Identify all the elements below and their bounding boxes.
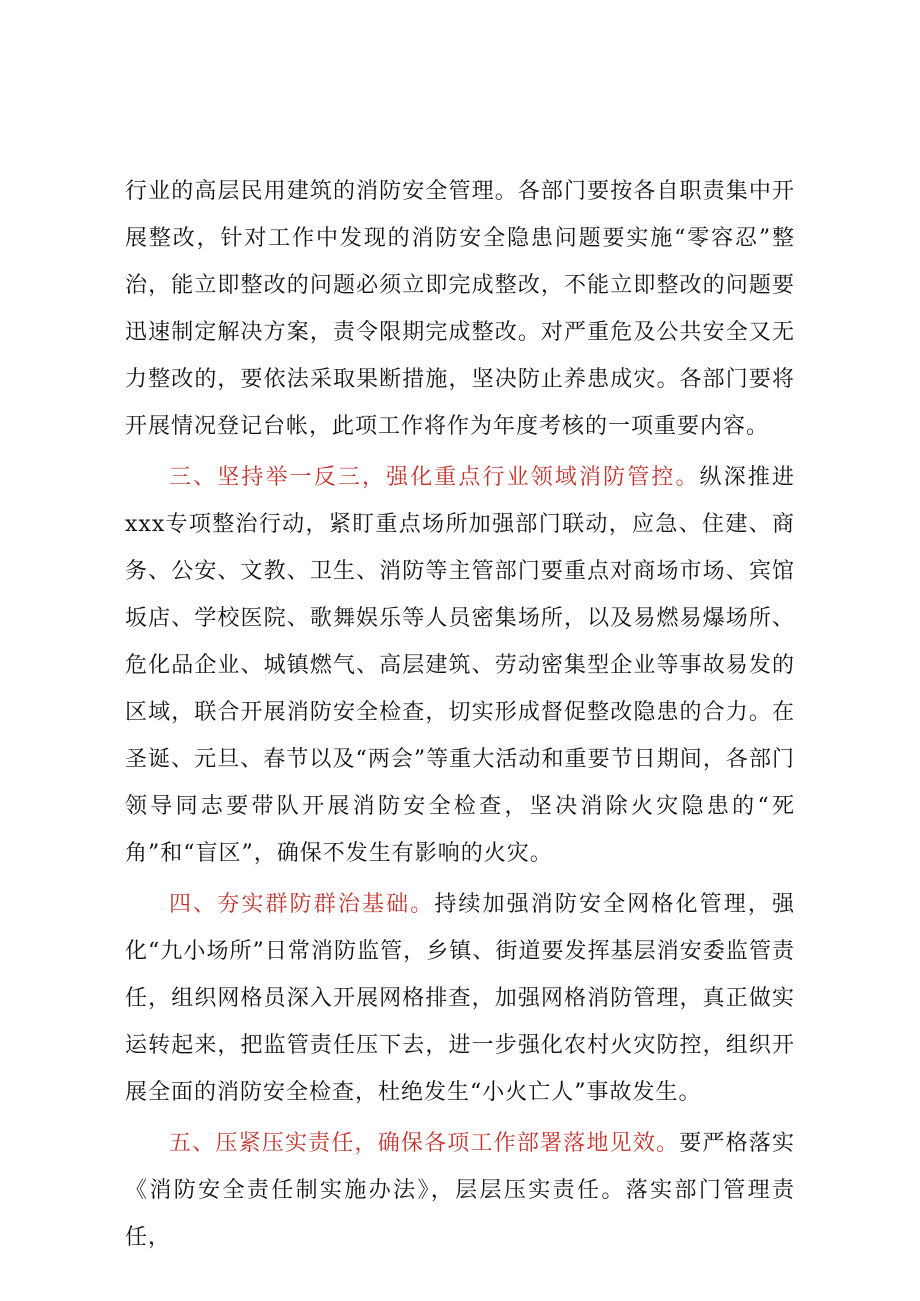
paragraph-text: 持续加强消防安全网格化管理，强化“九小场所”日常消防监管，乡镇、街道要发挥基层消安委监管责任，组织网格员深入开展网格排查，加强网格消防管理，真正做实运转起来，把监管责任压下去，进一步强化农村火灾防控，组织开展全面的消防安全检查，杜绝发生“小火亡人”事故发生。 [125,892,795,1105]
section-heading-4: 四、夯实群防群治基础。 [169,892,435,917]
paragraph-section-4 [125,881,795,1116]
paragraph-section-5 [125,1120,795,1261]
paragraph-text: 行业的高层民用建筑的消防安全管理。各部门要按各自职责集中开展整改，针对工作中发现的消防安全隐患问题要实施“零容忍”整治，能立即整改的问题必须立即完成整改，不能立即整改的问题要迅速制定解决方案，责令限期完成整改。对严重危及公共安全又无力整改的，要依法采取果断措施，坚决防止养患成灾。各部门要将开展情况登记台帐，此项工作将作为年度考核的一项重要内容。 [125,179,795,439]
section-heading-5: 五、压紧压实责任，确保各项工作部署落地见效。 [169,1131,680,1156]
document-body [125,168,795,1261]
paragraph-text: 纵深推进xxx专项整治行动，紧盯重点场所加强部门联动，应急、住建、商务、公安、文教、卫生、消防等主管部门要重点对商场市场、宾馆坂店、学校医院、歌舞娱乐等人员密集场所，以及易燃易爆场所、危化品企业、城镇燃气、高层建筑、劳动密集型企业等事故易发的区域，联合开展消防安全检查，切实形成督促整改隐患的合力。在圣诞、元旦、春节以及“两会”等重大活动和重要节日期间，各部门领导同志要带队开展消防安全检查，坚决消除火灾隐患的“死角”和“盲区”，确保不发生有影响的火灾。 [125,465,795,866]
section-heading-3: 三、坚持举一反三，强化重点行业领域消防管控。 [169,465,700,490]
paragraph-text: 要严格落实《消防安全责任制实施办法》，层层压实责任。落实部门管理责任， [125,1131,795,1250]
paragraph-section-3 [125,454,795,877]
paragraph-continuation [125,168,795,450]
